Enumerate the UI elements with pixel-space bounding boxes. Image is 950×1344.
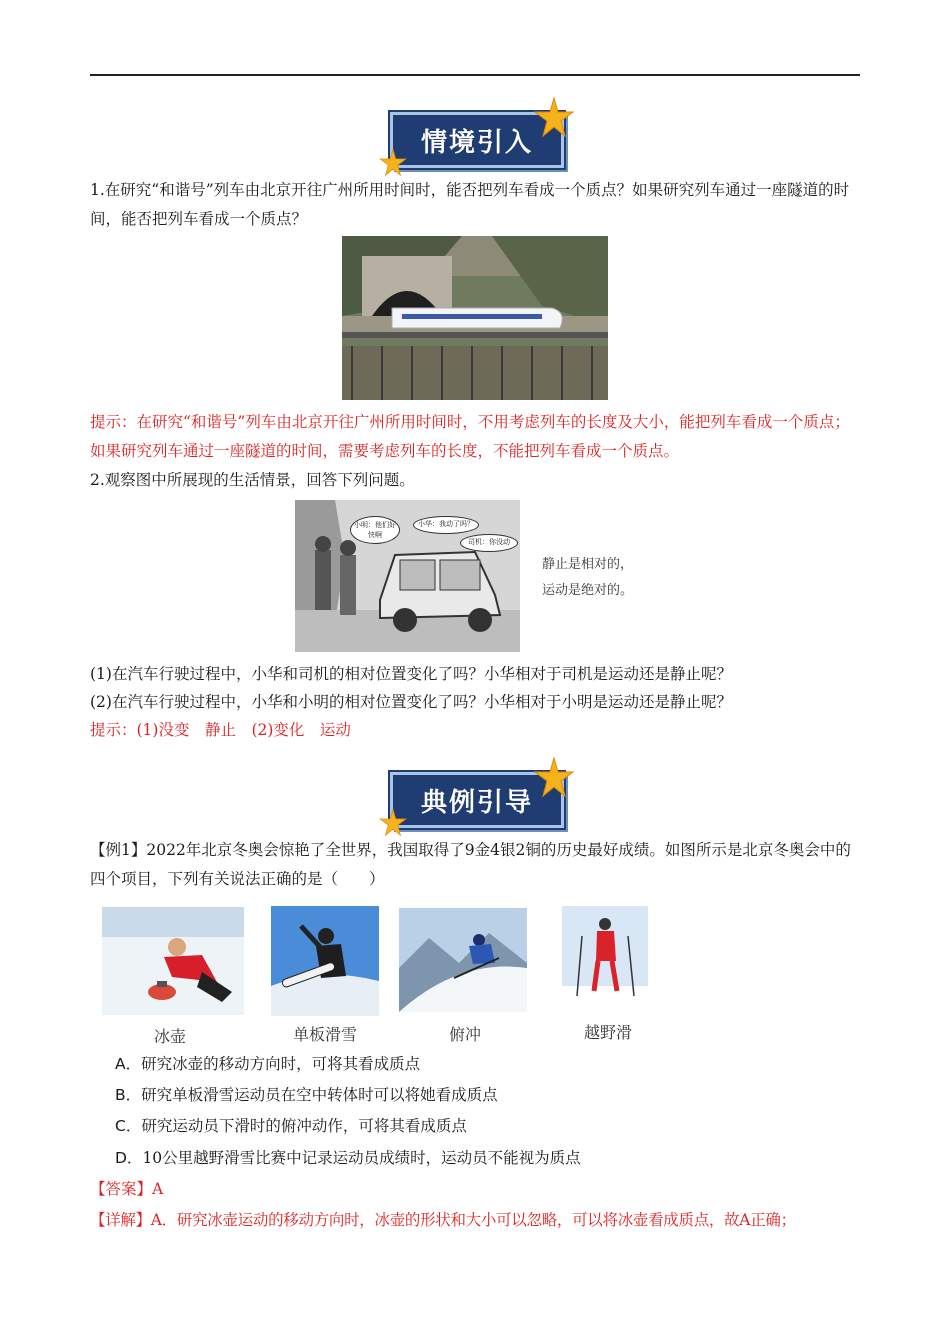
train-tunnel-image bbox=[342, 236, 608, 400]
option-letter: A． bbox=[115, 1055, 142, 1073]
sub-question-1: (1)在汽车行驶过程中，小华和司机的相对位置变化了吗？小华相对于司机是运动还是静止呢？ bbox=[90, 665, 732, 683]
option-a bbox=[115, 1050, 420, 1079]
question-1: 1.在研究“和谐号”列车由北京开往广州所用时间时，能否把列车看成一个质点？如果研究列车通过一座隧道的时间，能否把列车看成一个质点？ bbox=[90, 181, 850, 228]
option-text: 研究冰壶的移动方向时，可将其看成质点 bbox=[141, 1055, 421, 1073]
curling-image bbox=[102, 907, 244, 1015]
section-banner-intro bbox=[382, 98, 582, 178]
section-title: 情境引入 bbox=[420, 127, 533, 158]
section-title: 典例引导 bbox=[420, 787, 533, 818]
snowboard-image bbox=[271, 906, 379, 1016]
caption-downhill: 俯冲 bbox=[448, 1025, 481, 1044]
speech-bubble: 小明：他们好快啊 bbox=[350, 516, 400, 544]
hint-1: 提示：在研究“和谐号”列车由北京开往广州所用时间时，不用考虑列车的长度及大小，能把列车看成一个质点；如果研究列车通过一座隧道的时间，需要考虑列车的长度，不能把列车看成一个质点。 bbox=[90, 413, 850, 460]
option-text: 10公里越野滑雪比赛中记录运动员成绩时，运动员不能视为质点 bbox=[142, 1149, 581, 1167]
star-icon bbox=[532, 96, 576, 140]
speech-bubble: 小华：我动了吗？ bbox=[413, 516, 479, 534]
cross-country-image bbox=[562, 906, 648, 1014]
sub-question-2: (2)在汽车行驶过程中，小华和小明的相对位置变化了吗？小华相对于小明是运动还是静止呢？ bbox=[90, 693, 732, 711]
option-letter: B． bbox=[115, 1086, 142, 1104]
star-icon bbox=[532, 756, 576, 800]
header-rule bbox=[90, 74, 860, 76]
caption-cross-country: 越野滑 bbox=[583, 1023, 632, 1042]
option-c bbox=[115, 1112, 467, 1141]
option-b bbox=[115, 1081, 498, 1110]
speech-bubble: 司机：你没动 bbox=[460, 534, 518, 552]
side-note-line: 静止是相对的， bbox=[542, 557, 634, 572]
detail: 【详解】A．研究冰壶运动的移动方向时，冰壶的形状和大小可以忽略，可以将冰壶看成质点，故A正确； bbox=[90, 1211, 796, 1229]
star-icon bbox=[378, 148, 408, 178]
side-note bbox=[542, 552, 633, 604]
hint-2: 提示：(1)没变 静止 (2)变化 运动 bbox=[90, 721, 351, 739]
caption-curling: 冰壶 bbox=[153, 1027, 186, 1046]
downhill-image bbox=[399, 908, 527, 1012]
option-letter: D． bbox=[115, 1149, 143, 1167]
option-text: 研究单板滑雪运动员在空中转体时可以将她看成质点 bbox=[141, 1086, 498, 1104]
car-cartoon-image bbox=[295, 500, 520, 652]
star-icon bbox=[378, 808, 408, 838]
option-d bbox=[115, 1144, 581, 1173]
caption-snowboard: 单板滑雪 bbox=[292, 1025, 357, 1044]
answer: 【答案】A bbox=[90, 1180, 164, 1198]
side-note-line: 运动是绝对的。 bbox=[542, 583, 634, 598]
example-1-stem: 【例1】2022年北京冬奥会惊艳了全世界，我国取得了9金4银2铜的历史最好成绩。如图所示是北京冬奥会中的四个项目，下列有关说法正确的是（ ） bbox=[90, 841, 851, 888]
option-text: 研究运动员下滑时的俯冲动作，可将其看成质点 bbox=[141, 1117, 467, 1135]
question-2: 2.观察图中所展现的生活情景，回答下列问题。 bbox=[90, 471, 415, 489]
section-banner-example bbox=[382, 758, 582, 838]
option-letter: C． bbox=[115, 1117, 142, 1135]
